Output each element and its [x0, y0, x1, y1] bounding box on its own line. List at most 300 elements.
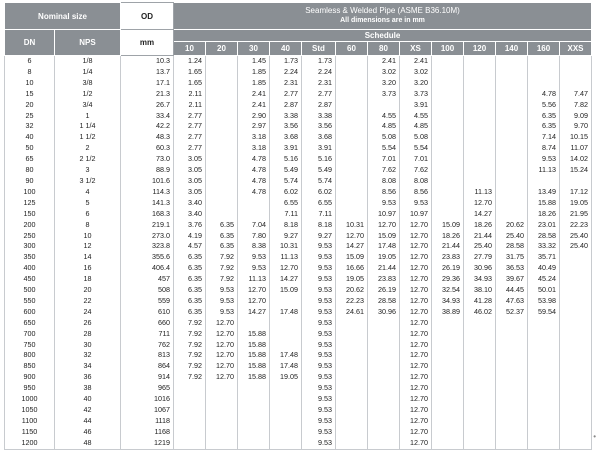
wall-thickness-cell: 14.02 [560, 154, 592, 165]
wall-thickness-cell [496, 176, 528, 187]
wall-thickness-cell: 9.53 [302, 285, 336, 296]
dn-cell: 40 [5, 132, 55, 143]
nps-cell: 3/4 [55, 100, 121, 111]
wall-thickness-cell: 5.49 [270, 165, 302, 176]
od-cell: 813 [121, 350, 174, 361]
wall-thickness-cell [368, 383, 400, 394]
wall-thickness-cell: 8.74 [528, 143, 560, 154]
table-row [5, 274, 592, 285]
wall-thickness-cell: 28.58 [528, 231, 560, 242]
wall-thickness-cell [206, 143, 238, 154]
wall-thickness-cell: 6.35 [174, 274, 206, 285]
wall-thickness-cell: 39.67 [496, 274, 528, 285]
nps-cell: 36 [55, 372, 121, 383]
wall-thickness-cell [206, 56, 238, 67]
wall-thickness-cell [206, 176, 238, 187]
wall-thickness-cell [528, 427, 560, 438]
nps-cell: 24 [55, 307, 121, 318]
wall-thickness-cell: 5.56 [528, 100, 560, 111]
wall-thickness-cell: 59.54 [528, 307, 560, 318]
wall-thickness-cell: 17.12 [560, 187, 592, 198]
wall-thickness-cell: 12.70 [400, 329, 432, 340]
wall-thickness-cell [432, 198, 464, 209]
wall-thickness-cell: 21.95 [560, 209, 592, 220]
nps-cell: 10 [55, 231, 121, 242]
wall-thickness-cell [368, 100, 400, 111]
dn-cell: 50 [5, 143, 55, 154]
wall-thickness-cell: 12.70 [206, 361, 238, 372]
dn-cell: 900 [5, 372, 55, 383]
schedule-col-header: 80 [368, 42, 400, 56]
wall-thickness-cell [206, 416, 238, 427]
wall-thickness-cell [464, 416, 496, 427]
od-cell: 457 [121, 274, 174, 285]
nps-cell: 40 [55, 394, 121, 405]
table-row [5, 372, 592, 383]
wall-thickness-cell: 14.27 [464, 209, 496, 220]
wall-thickness-cell: 1.45 [238, 56, 270, 67]
wall-thickness-cell [496, 111, 528, 122]
wall-thickness-cell [174, 427, 206, 438]
od-cell: 559 [121, 296, 174, 307]
table-row [5, 209, 592, 220]
table-row [5, 56, 592, 67]
wall-thickness-cell [496, 372, 528, 383]
dn-cell: 400 [5, 263, 55, 274]
nps-cell: 30 [55, 340, 121, 351]
wall-thickness-cell: 15.24 [560, 165, 592, 176]
wall-thickness-cell: 9.53 [302, 350, 336, 361]
wall-thickness-cell [336, 56, 368, 67]
wall-thickness-cell: 6.55 [302, 198, 336, 209]
wall-thickness-cell: 12.70 [464, 198, 496, 209]
dn-cell: 6 [5, 56, 55, 67]
wall-thickness-cell: 3.20 [400, 78, 432, 89]
wall-thickness-cell: 12.70 [400, 427, 432, 438]
wall-thickness-cell: 12.70 [206, 329, 238, 340]
wall-thickness-cell [270, 318, 302, 329]
wall-thickness-cell [528, 394, 560, 405]
wall-thickness-cell [528, 67, 560, 78]
wall-thickness-cell [206, 132, 238, 143]
wall-thickness-cell: 5.16 [302, 154, 336, 165]
od-cell: 1067 [121, 405, 174, 416]
wall-thickness-cell [560, 56, 592, 67]
wall-thickness-cell [560, 296, 592, 307]
wall-thickness-cell: 12.70 [400, 263, 432, 274]
wall-thickness-cell: 5.16 [270, 154, 302, 165]
wall-thickness-cell: 44.45 [496, 285, 528, 296]
wall-thickness-cell: 6.35 [528, 121, 560, 132]
dn-cell: 850 [5, 361, 55, 372]
title-header [174, 3, 592, 30]
dn-cell: 800 [5, 350, 55, 361]
od-cell: 660 [121, 318, 174, 329]
wall-thickness-cell: 15.09 [270, 285, 302, 296]
wall-thickness-cell [336, 121, 368, 132]
nps-cell: 14 [55, 252, 121, 263]
wall-thickness-cell [560, 252, 592, 263]
wall-thickness-cell: 9.53 [302, 252, 336, 263]
wall-thickness-cell: 4.55 [368, 111, 400, 122]
wall-thickness-cell [496, 100, 528, 111]
dn-cell: 700 [5, 329, 55, 340]
wall-thickness-cell: 20.62 [496, 220, 528, 231]
wall-thickness-cell: 2.97 [238, 121, 270, 132]
schedule-col-header: XS [400, 42, 432, 56]
dn-cell: 32 [5, 121, 55, 132]
nps-cell: 34 [55, 361, 121, 372]
nps-cell: 22 [55, 296, 121, 307]
wall-thickness-cell [270, 340, 302, 351]
od-cell: 114.3 [121, 187, 174, 198]
wall-thickness-cell: 2.90 [238, 111, 270, 122]
wall-thickness-cell: 18.26 [432, 231, 464, 242]
wall-thickness-cell: 17.48 [270, 361, 302, 372]
nps-header: NPS [55, 30, 121, 56]
wall-thickness-cell [496, 329, 528, 340]
wall-thickness-cell [464, 427, 496, 438]
wall-thickness-cell: 2.31 [270, 78, 302, 89]
wall-thickness-cell [560, 176, 592, 187]
wall-thickness-cell: 12.70 [400, 252, 432, 263]
wall-thickness-cell: 2.77 [302, 89, 336, 100]
dn-cell: 200 [5, 220, 55, 231]
schedule-col-header: XXS [560, 42, 592, 56]
od-cell: 26.7 [121, 100, 174, 111]
wall-thickness-cell: 3.68 [302, 132, 336, 143]
wall-thickness-cell [238, 383, 270, 394]
table-row [5, 121, 592, 132]
table-row [5, 350, 592, 361]
nps-cell: 5 [55, 198, 121, 209]
wall-thickness-cell: 9.53 [302, 438, 336, 449]
wall-thickness-cell [432, 100, 464, 111]
wall-thickness-cell: 2.77 [174, 121, 206, 132]
wall-thickness-cell [174, 416, 206, 427]
wall-thickness-cell [206, 165, 238, 176]
wall-thickness-cell: 19.05 [560, 198, 592, 209]
dn-cell: 450 [5, 274, 55, 285]
wall-thickness-cell [464, 100, 496, 111]
wall-thickness-cell [206, 438, 238, 449]
wall-thickness-cell: 26.19 [432, 263, 464, 274]
wall-thickness-cell: 1.65 [174, 78, 206, 89]
table-row [5, 176, 592, 187]
wall-thickness-cell: 12.70 [400, 416, 432, 427]
wall-thickness-cell: 12.70 [400, 296, 432, 307]
wall-thickness-cell [464, 329, 496, 340]
wall-thickness-cell [464, 67, 496, 78]
wall-thickness-cell: 4.57 [174, 241, 206, 252]
wall-thickness-cell [336, 329, 368, 340]
wall-thickness-cell [432, 56, 464, 67]
wall-thickness-cell [336, 100, 368, 111]
od-cell: 1219 [121, 438, 174, 449]
nps-cell: 48 [55, 438, 121, 449]
wall-thickness-cell: 7.92 [174, 318, 206, 329]
wall-thickness-cell: 12.70 [336, 231, 368, 242]
wall-thickness-cell: 3.91 [302, 143, 336, 154]
wall-thickness-cell: 10.15 [560, 132, 592, 143]
wall-thickness-cell: 4.19 [174, 231, 206, 242]
wall-thickness-cell: 7.82 [560, 100, 592, 111]
od-header: OD [121, 3, 174, 30]
table-row [5, 187, 592, 198]
wall-thickness-cell: 7.11 [302, 209, 336, 220]
wall-thickness-cell: 10.31 [270, 241, 302, 252]
wall-thickness-cell [206, 121, 238, 132]
wall-thickness-cell [336, 176, 368, 187]
wall-thickness-cell: 12.70 [400, 405, 432, 416]
wall-thickness-cell [368, 427, 400, 438]
nps-cell: 3 [55, 165, 121, 176]
wall-thickness-cell [464, 350, 496, 361]
dn-cell: 950 [5, 383, 55, 394]
dn-cell: 10 [5, 78, 55, 89]
od-cell: 914 [121, 372, 174, 383]
nps-cell: 18 [55, 274, 121, 285]
wall-thickness-cell [432, 89, 464, 100]
wall-thickness-cell [336, 383, 368, 394]
wall-thickness-cell [432, 361, 464, 372]
od-cell: 864 [121, 361, 174, 372]
wall-thickness-cell [368, 329, 400, 340]
wall-thickness-cell [238, 318, 270, 329]
wall-thickness-cell: 9.53 [238, 263, 270, 274]
wall-thickness-cell [496, 361, 528, 372]
wall-thickness-cell: 12.70 [206, 318, 238, 329]
wall-thickness-cell [528, 318, 560, 329]
od-cell: 73.0 [121, 154, 174, 165]
wall-thickness-cell: 18.26 [464, 220, 496, 231]
wall-thickness-cell [206, 111, 238, 122]
dn-cell: 100 [5, 187, 55, 198]
dn-cell: 125 [5, 198, 55, 209]
wall-thickness-cell: 29.36 [432, 274, 464, 285]
wall-thickness-cell [528, 416, 560, 427]
wall-thickness-cell: 35.71 [528, 252, 560, 263]
dn-cell: 650 [5, 318, 55, 329]
wall-thickness-cell: 14.27 [238, 307, 270, 318]
wall-thickness-cell: 21.44 [432, 241, 464, 252]
wall-thickness-cell [496, 56, 528, 67]
wall-thickness-cell: 12.70 [400, 361, 432, 372]
wall-thickness-cell: 15.88 [238, 340, 270, 351]
wall-thickness-cell: 9.27 [302, 231, 336, 242]
table-row [5, 329, 592, 340]
wall-thickness-cell: 9.53 [528, 154, 560, 165]
wall-thickness-cell: 25.40 [464, 241, 496, 252]
table-row [5, 111, 592, 122]
wall-thickness-cell: 9.53 [238, 252, 270, 263]
od-cell: 33.4 [121, 111, 174, 122]
wall-thickness-cell: 6.35 [174, 307, 206, 318]
wall-thickness-cell: 12.70 [400, 438, 432, 449]
wall-thickness-cell [496, 383, 528, 394]
wall-thickness-cell [432, 350, 464, 361]
dn-cell: 1050 [5, 405, 55, 416]
wall-thickness-cell [496, 143, 528, 154]
dn-cell: 25 [5, 111, 55, 122]
wall-thickness-cell [432, 209, 464, 220]
wall-thickness-cell [464, 361, 496, 372]
dn-cell: 15 [5, 89, 55, 100]
wall-thickness-cell [496, 132, 528, 143]
nps-cell: 1/8 [55, 56, 121, 67]
wall-thickness-cell [206, 154, 238, 165]
wall-thickness-cell: 2.24 [302, 67, 336, 78]
wall-thickness-cell [206, 78, 238, 89]
wall-thickness-cell [528, 56, 560, 67]
wall-thickness-cell [496, 350, 528, 361]
wall-thickness-cell [336, 372, 368, 383]
wall-thickness-cell: 8.18 [270, 220, 302, 231]
wall-thickness-cell [432, 416, 464, 427]
nps-cell: 46 [55, 427, 121, 438]
wall-thickness-cell: 9.53 [206, 285, 238, 296]
wall-thickness-cell: 23.01 [528, 220, 560, 231]
wall-thickness-cell: 9.53 [302, 329, 336, 340]
wall-thickness-cell: 6.35 [174, 296, 206, 307]
wall-thickness-cell: 9.53 [302, 307, 336, 318]
wall-thickness-cell [368, 361, 400, 372]
wall-thickness-cell [206, 405, 238, 416]
wall-thickness-cell [432, 165, 464, 176]
nps-cell: 1 1/2 [55, 132, 121, 143]
od-cell: 711 [121, 329, 174, 340]
wall-thickness-cell [464, 318, 496, 329]
dn-cell: 80 [5, 165, 55, 176]
dn-cell: 8 [5, 67, 55, 78]
wall-thickness-cell: 21.44 [464, 231, 496, 242]
wall-thickness-cell: 25.40 [560, 231, 592, 242]
od-cell: 42.2 [121, 121, 174, 132]
wall-thickness-cell: 3.18 [238, 132, 270, 143]
wall-thickness-cell: 15.88 [238, 361, 270, 372]
wall-thickness-cell: 12.70 [400, 340, 432, 351]
nps-cell: 12 [55, 241, 121, 252]
wall-thickness-cell: 13.49 [528, 187, 560, 198]
od-cell: 101.6 [121, 176, 174, 187]
wall-thickness-cell: 9.09 [560, 111, 592, 122]
wall-thickness-cell: 7.92 [174, 329, 206, 340]
wall-thickness-cell: 9.53 [302, 405, 336, 416]
table-row [5, 361, 592, 372]
wall-thickness-cell: 7.92 [174, 361, 206, 372]
dn-cell: 300 [5, 241, 55, 252]
wall-thickness-cell: 22.23 [336, 296, 368, 307]
wall-thickness-cell [464, 383, 496, 394]
wall-thickness-cell: 17.48 [368, 241, 400, 252]
wall-thickness-cell [206, 209, 238, 220]
wall-thickness-cell: 2.77 [270, 89, 302, 100]
wall-thickness-cell: 50.01 [528, 285, 560, 296]
wall-thickness-cell: 23.83 [368, 274, 400, 285]
wall-thickness-cell: 38.10 [464, 285, 496, 296]
wall-thickness-cell: 2.41 [400, 56, 432, 67]
wall-thickness-cell [336, 361, 368, 372]
wall-thickness-cell [336, 67, 368, 78]
wall-thickness-cell [560, 427, 592, 438]
wall-thickness-cell [336, 340, 368, 351]
wall-thickness-cell: 6.55 [270, 198, 302, 209]
od-cell: 1118 [121, 416, 174, 427]
table-row [5, 405, 592, 416]
wall-thickness-cell: 23.83 [432, 252, 464, 263]
wall-thickness-cell [560, 416, 592, 427]
wall-thickness-cell: 8.18 [302, 220, 336, 231]
wall-thickness-cell [528, 176, 560, 187]
wall-thickness-cell [432, 340, 464, 351]
wall-thickness-cell: 4.85 [368, 121, 400, 132]
wall-thickness-cell: 3.56 [270, 121, 302, 132]
wall-thickness-cell: 6.35 [174, 285, 206, 296]
wall-thickness-cell [432, 427, 464, 438]
wall-thickness-cell: 4.85 [400, 121, 432, 132]
wall-thickness-cell: 9.53 [302, 394, 336, 405]
wall-thickness-cell [528, 383, 560, 394]
table-row [5, 427, 592, 438]
wall-thickness-cell [336, 438, 368, 449]
wall-thickness-cell: 3.02 [368, 67, 400, 78]
wall-thickness-cell: 2.11 [174, 89, 206, 100]
od-cell: 1016 [121, 394, 174, 405]
dn-cell: 250 [5, 231, 55, 242]
wall-thickness-cell: 7.92 [174, 340, 206, 351]
wall-thickness-cell [560, 329, 592, 340]
schedule-col-header: Std [302, 42, 336, 56]
dn-cell: 1000 [5, 394, 55, 405]
wall-thickness-cell: 28.58 [496, 241, 528, 252]
wall-thickness-cell [336, 318, 368, 329]
wall-thickness-cell: 15.88 [238, 329, 270, 340]
wall-thickness-cell [496, 394, 528, 405]
wall-thickness-cell [238, 416, 270, 427]
wall-thickness-cell: 3.02 [400, 67, 432, 78]
wall-thickness-cell: 3.56 [302, 121, 336, 132]
od-unit-header: mm [121, 30, 174, 56]
wall-thickness-cell: 47.63 [496, 296, 528, 307]
wall-thickness-cell: 12.70 [400, 220, 432, 231]
wall-thickness-cell: 12.70 [206, 340, 238, 351]
table-row [5, 318, 592, 329]
wall-thickness-cell: 7.14 [528, 132, 560, 143]
wall-thickness-cell: 9.53 [302, 361, 336, 372]
wall-thickness-cell [528, 350, 560, 361]
wall-thickness-cell: 12.70 [270, 263, 302, 274]
wall-thickness-cell [368, 350, 400, 361]
wall-thickness-cell: 40.49 [528, 263, 560, 274]
wall-thickness-cell [560, 372, 592, 383]
wall-thickness-cell [432, 394, 464, 405]
wall-thickness-cell [368, 394, 400, 405]
nps-cell: 3 1/2 [55, 176, 121, 187]
wall-thickness-cell: 5.54 [368, 143, 400, 154]
wall-thickness-cell: 15.09 [432, 220, 464, 231]
wall-thickness-cell: 12.70 [400, 383, 432, 394]
wall-thickness-cell: 9.53 [302, 340, 336, 351]
wall-thickness-cell [464, 405, 496, 416]
wall-thickness-cell: 3.38 [302, 111, 336, 122]
table-row [5, 67, 592, 78]
nps-cell: 1 [55, 111, 121, 122]
wall-thickness-cell [464, 89, 496, 100]
wall-thickness-cell [336, 187, 368, 198]
wall-thickness-cell [528, 361, 560, 372]
wall-thickness-cell [464, 78, 496, 89]
table-row [5, 132, 592, 143]
